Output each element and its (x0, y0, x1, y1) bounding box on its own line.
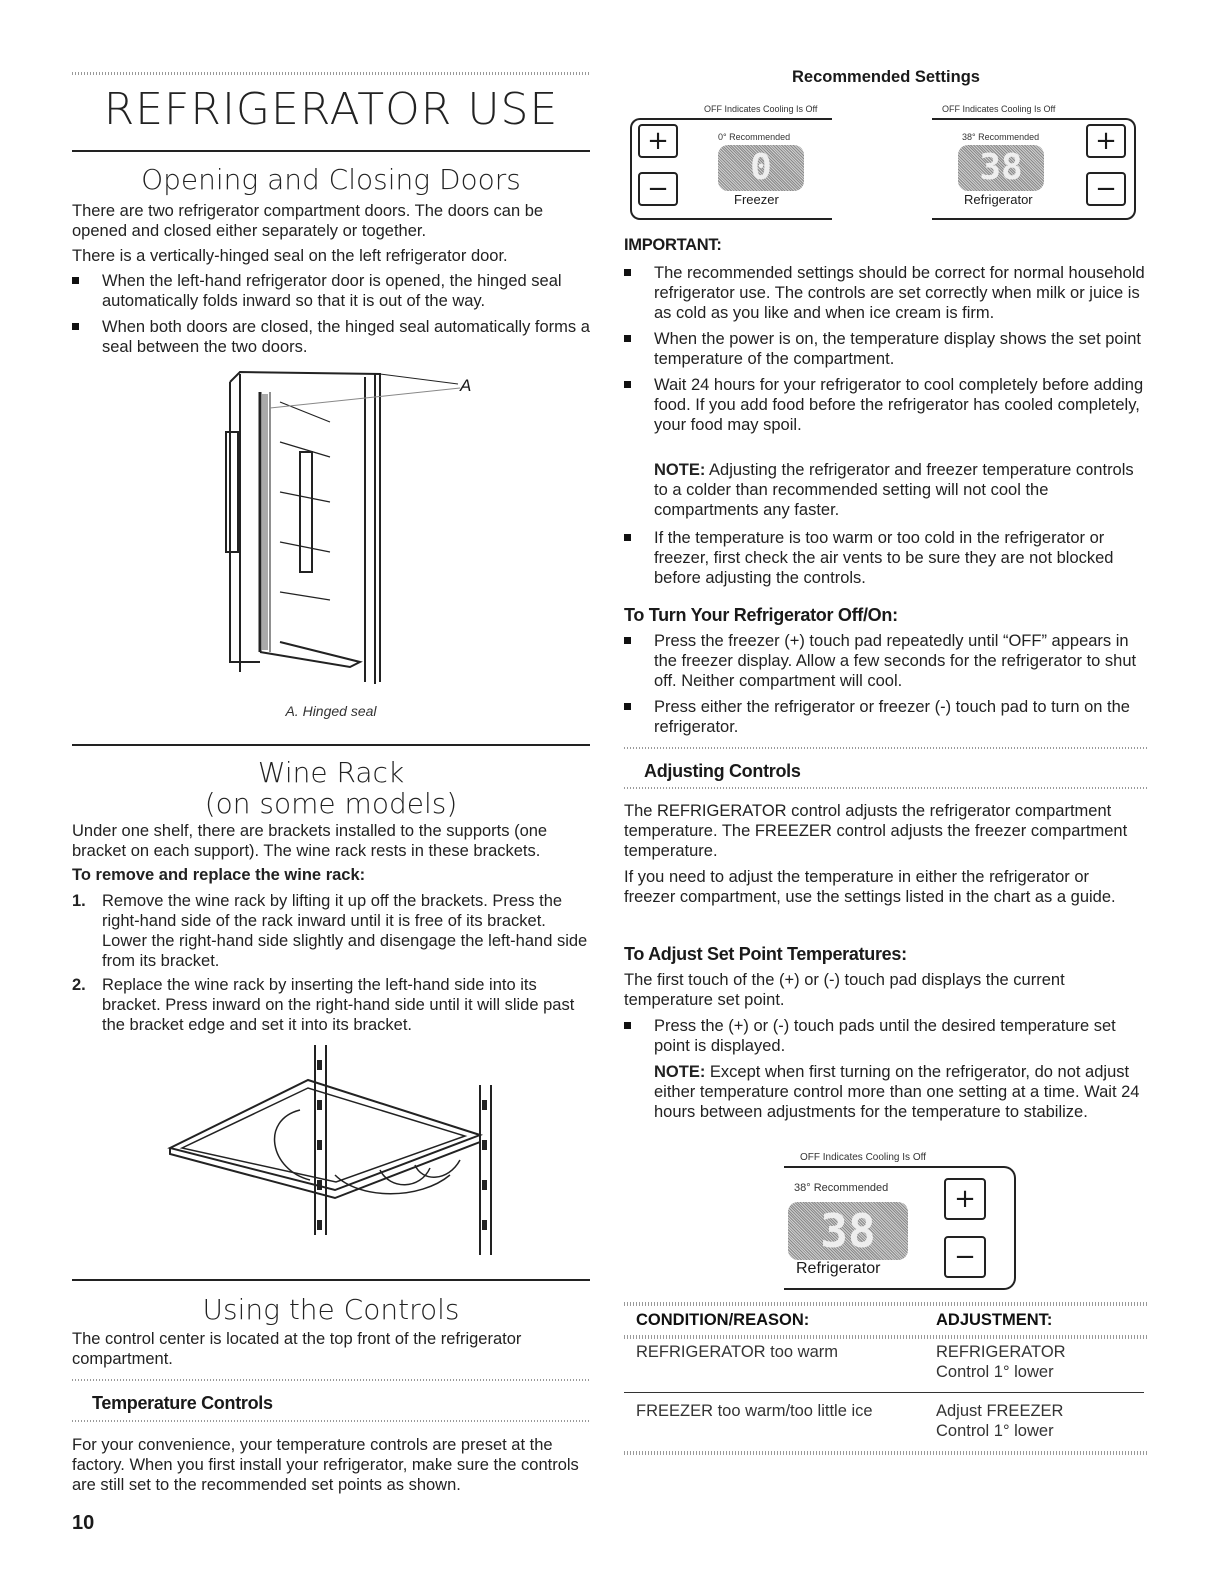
table-top-rule (624, 1302, 1148, 1306)
refrigerator-minus-button[interactable] (1086, 172, 1126, 206)
wine-rack-illustration (160, 1040, 520, 1270)
refrigerator-control-panel (928, 100, 1142, 220)
plus-icon: + (954, 1184, 976, 1214)
freezer-label: Freezer (734, 192, 779, 207)
step-text: Replace the wine rack by inserting the left-hand side into its bracket. Press inward on the right-hand side until it will slide past the bracket edge and set it into its bracket. (102, 976, 575, 1034)
refrigerator-control-panel-example (780, 1148, 1020, 1293)
note-text: Adjusting the refrigerator and freezer temperature controls to a colder than recommended setting will not cool the compartments any faster. (654, 461, 1134, 519)
table-row-2-adjustment-line-2: Control 1° lower (936, 1422, 1054, 1440)
step-number: 1. (72, 892, 86, 910)
doors-bullet-2: When both doors are closed, the hinged seal automatically forms a seal between the two doors. (72, 317, 590, 357)
table-row-divider (624, 1392, 1144, 1393)
subsection-rule (624, 787, 1148, 789)
wine-step-1 (72, 891, 590, 971)
freezer-plus-button[interactable] (638, 124, 678, 158)
hinged-seal-illustration (200, 362, 490, 692)
important-note (624, 460, 1148, 520)
off-on-bullets (624, 631, 1148, 743)
important-bullet-3: Wait 24 hours for your refrigerator to cool completely before adding food. If you add food before the refrigerator has cooled completely, your food may spoil. (624, 375, 1148, 435)
wine-paragraph: Under one shelf, there are brackets installed to the supports (one bracket on each support). The wine rack rests in these brackets. (72, 822, 548, 860)
refrigerator-plus-button[interactable] (944, 1178, 986, 1220)
freezer-temperature-display (718, 145, 804, 191)
doors-paragraph-1: There are two refrigerator compartment doors. The doors can be opened and closed either separately or together. (72, 202, 544, 240)
section-divider (72, 150, 590, 152)
refrigerator-recommended-label: 38° Recommended (962, 132, 1040, 142)
figure-caption: A. Hinged seal (285, 703, 377, 719)
off-on-bullet-1: Press the freezer (+) touch pad repeatedly until “OFF” appears in the freezer display. Allow a few seconds for the refrigerator to shut off. Neither compartment will cool. (624, 631, 1148, 691)
freezer-control-panel (624, 100, 838, 220)
table-header-condition: CONDITION/REASON: (636, 1311, 810, 1329)
off-indicator-label: OFF Indicates Cooling Is Off (800, 1152, 926, 1163)
freezer-display-digits: 0 (750, 147, 772, 188)
set-point-bullets (624, 1016, 1148, 1062)
refrigerator-minus-button[interactable] (944, 1236, 986, 1278)
subsection-rule (72, 1379, 590, 1381)
refrigerator-plus-button[interactable] (1086, 124, 1126, 158)
table-bottom-rule (624, 1451, 1148, 1455)
off-on-bullet-2: Press either the refrigerator or freezer (-) touch pad to turn on the refrigerator. (624, 697, 1148, 737)
step-number: 2. (72, 976, 86, 994)
minus-icon: − (1095, 174, 1117, 204)
important-bullets (624, 263, 1148, 441)
set-point-note (624, 1062, 1148, 1122)
set-point-paragraph: The first touch of the (+) or (-) touch pad displays the current temperature set point. (624, 971, 1065, 1009)
set-point-bullet-1: Press the (+) or (-) touch pads until the desired temperature set point is displayed. (624, 1016, 1148, 1056)
refrigerator-label: Refrigerator (796, 1260, 881, 1277)
table-row-1-adjustment-line-1: REFRIGERATOR (936, 1343, 1066, 1361)
table-header-adjustment: ADJUSTMENT: (936, 1311, 1053, 1329)
off-indicator-label: OFF Indicates Cooling Is Off (942, 104, 1056, 114)
table-row-1-condition: REFRIGERATOR too warm (636, 1343, 839, 1361)
controls-title: Using the Controls (202, 1293, 460, 1326)
doors-bullets (72, 271, 590, 363)
refrigerator-recommended-label: 38° Recommended (794, 1182, 889, 1194)
minus-icon: − (647, 174, 669, 204)
important-bullet-2: When the power is on, the temperature display shows the set point temperature of the compartment. (624, 329, 1148, 369)
refrigerator-display-digits: 38 (820, 1204, 876, 1258)
table-row-1-adjustment-line-2: Control 1° lower (936, 1363, 1054, 1381)
plus-icon: + (647, 126, 669, 156)
controls-paragraph: The control center is located at the top front of the refrigerator compartment. (72, 1330, 522, 1368)
minus-icon: − (954, 1242, 976, 1272)
off-on-heading: To Turn Your Refrigerator Off/On: (624, 605, 898, 625)
refrigerator-label: Refrigerator (964, 192, 1033, 207)
doors-title: Opening and Closing Doors (141, 163, 521, 196)
temperature-controls-heading: Temperature Controls (92, 1393, 273, 1413)
wine-subhead: To remove and replace the wine rack: (72, 866, 366, 884)
freezer-minus-button[interactable] (638, 172, 678, 206)
subsection-rule (72, 1420, 590, 1422)
recommended-settings-title: Recommended Settings (792, 68, 980, 86)
refrigerator-display-digits: 38 (979, 147, 1023, 188)
section-divider (72, 744, 590, 746)
note-label: NOTE: (654, 461, 706, 479)
refrigerator-temperature-display (958, 145, 1044, 191)
page-title: REFRIGERATOR USE (103, 84, 559, 135)
refrigerator-temperature-display (788, 1202, 908, 1260)
adjusting-paragraph-1: The REFRIGERATOR control adjusts the refrigerator compartment temperature. The FREEZER control adjusts the freezer compartment temperature. (624, 802, 1128, 860)
adjusting-paragraph-2: If you need to adjust the temperature in either the refrigerator or freezer compartment, use the settings listed in the chart as a guide. (624, 868, 1116, 906)
doors-paragraph-2: There is a vertically-hinged seal on the left refrigerator door. (72, 247, 508, 265)
important-bullet-1: The recommended settings should be correct for normal household refrigerator use. The controls are set correctly when milk or juice is as cold as you like and when ice cream is firm. (624, 263, 1148, 323)
important-heading: IMPORTANT: (624, 236, 722, 254)
adjusting-controls-heading: Adjusting Controls (644, 761, 801, 781)
off-indicator-label: OFF Indicates Cooling Is Off (704, 104, 818, 114)
freezer-recommended-label: 0° Recommended (718, 132, 791, 142)
step-text: Remove the wine rack by lifting it up off the brackets. Press the right-hand side of the rack inward until it is free of its bracket. Lower the right-hand side slightly and disengage the left-hand side from its bracket. (102, 892, 588, 970)
note-label: NOTE: (654, 1063, 706, 1081)
table-row-2-condition: FREEZER too warm/too little ice (636, 1402, 873, 1420)
important-bullet-4: If the temperature is too warm or too cold in the refrigerator or freezer, first check the air vents to be sure they are not blocked before adjusting the controls. (624, 528, 1148, 588)
wine-rack-title: Wine Rack (257, 756, 405, 789)
top-rule (72, 72, 590, 75)
wine-rack-subtitle: (on some models) (204, 787, 458, 820)
important-bullets-cont (624, 528, 1148, 594)
wine-steps (72, 891, 590, 1039)
subsection-rule (624, 747, 1148, 749)
callout-label-a: A (460, 376, 472, 395)
set-point-heading: To Adjust Set Point Temperatures: (624, 944, 907, 964)
doors-bullet-1: When the left-hand refrigerator door is opened, the hinged seal automatically folds inward so that it is out of the way. (72, 271, 590, 311)
table-header-rule (624, 1335, 1148, 1339)
section-divider (72, 1279, 590, 1281)
page-number: 10 (72, 1512, 95, 1534)
table-row-2-adjustment-line-1: Adjust FREEZER (936, 1402, 1064, 1420)
note-text: Except when first turning on the refrigerator, do not adjust either temperature control more than one setting at a time. Wait 24 hours between adjustments for the temperature to stabilize. (654, 1063, 1140, 1121)
wine-step-2 (72, 975, 590, 1035)
plus-icon: + (1095, 126, 1117, 156)
temperature-controls-paragraph: For your convenience, your temperature controls are preset at the factory. When you first install your refrigerator, make sure the controls are still set to the recommended set points as shown. (72, 1436, 579, 1494)
